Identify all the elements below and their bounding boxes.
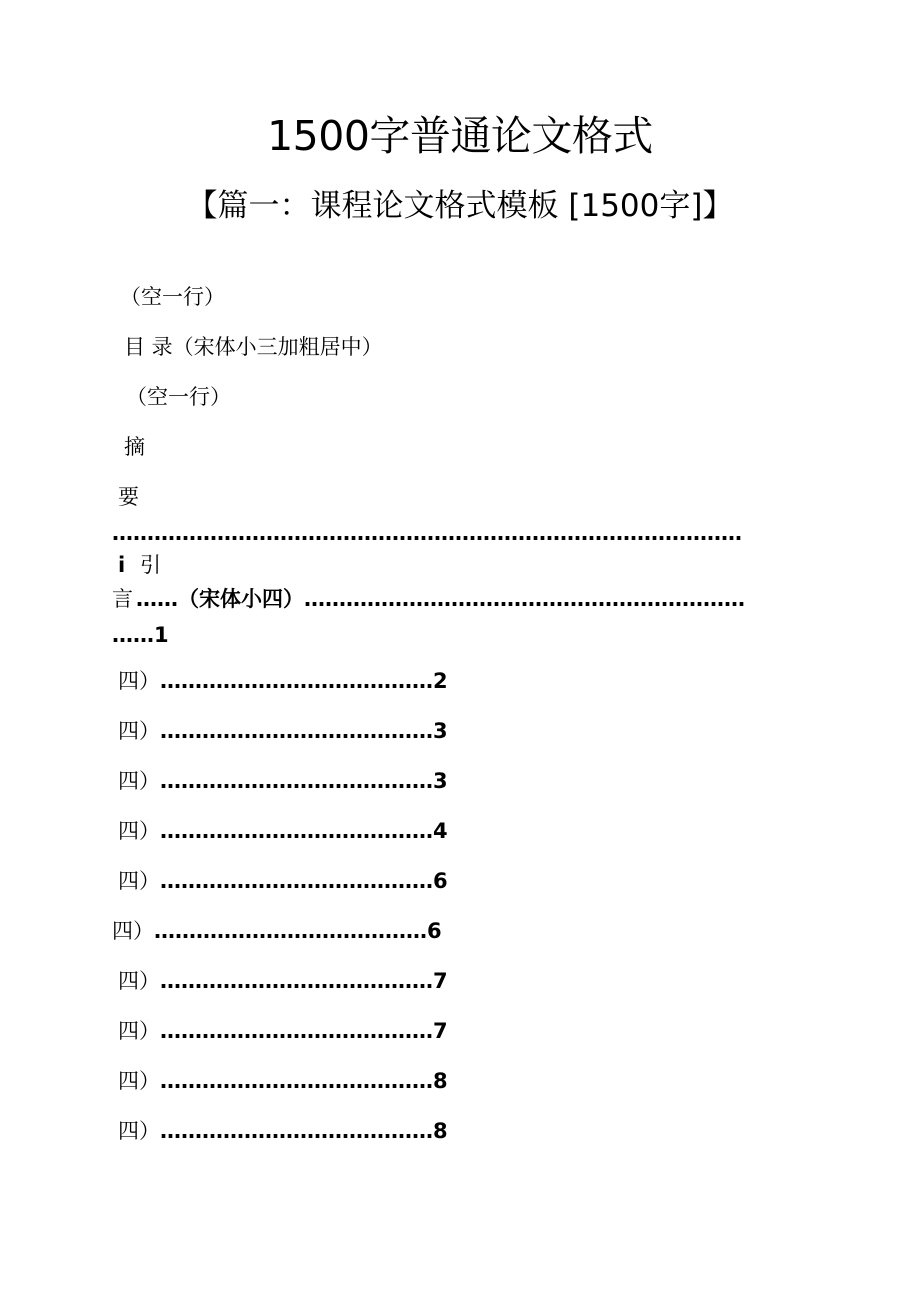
- toc-entry-page-number: 2: [433, 669, 448, 693]
- toc-entry: [118, 966, 448, 996]
- toc-entry: [118, 766, 448, 796]
- toc-entry-label: 四）: [118, 719, 160, 743]
- toc-entry-label: 四）: [112, 919, 154, 943]
- abstract-char-2: 要: [118, 485, 139, 509]
- toc-entry-page-number: 4: [433, 819, 448, 843]
- toc-entry-leader: …………………………………: [160, 819, 433, 843]
- toc-entry-leader: …………………………………: [160, 869, 433, 893]
- toc-entry: [118, 1116, 448, 1146]
- toc-entry-label: 四）: [118, 969, 160, 993]
- toc-entry-leader: …………………………………: [160, 769, 433, 793]
- document-title: 1500字普通论文格式: [267, 112, 653, 160]
- toc-entry-label: 四）: [118, 1019, 160, 1043]
- toc-entry-page-number: 6: [427, 919, 442, 943]
- toc-entry-label: 四）: [118, 1069, 160, 1093]
- toc-entry-leader: …………………………………: [160, 669, 433, 693]
- intro-page-row: [112, 620, 169, 650]
- toc-entry: [112, 916, 442, 946]
- intro-char-1: 引: [140, 553, 161, 577]
- toc-entry-leader: …………………………………: [160, 1119, 433, 1143]
- toc-entry-label: 四）: [118, 869, 160, 893]
- toc-entry-page-number: 8: [433, 1119, 448, 1143]
- intro-leader: ……（宋体小四）………………………………………………………: [136, 587, 745, 611]
- toc-entry-label: 四）: [118, 819, 160, 843]
- document-subtitle: 【篇一：课程论文格式模板 [1500字]】: [186, 188, 734, 224]
- abstract-char-1: 摘: [124, 435, 145, 459]
- toc-entry-leader: …………………………………: [160, 719, 433, 743]
- intro-page-leader: ……: [112, 623, 154, 647]
- abstract-page-number: i: [118, 553, 126, 577]
- toc-entry-leader: …………………………………: [154, 919, 427, 943]
- toc-entry-leader: …………………………………: [160, 1019, 433, 1043]
- toc-entry: [118, 716, 448, 746]
- toc-entry-page-number: 8: [433, 1069, 448, 1093]
- toc-entry-page-number: 7: [433, 1019, 448, 1043]
- toc-entry-page-number: 6: [433, 869, 448, 893]
- toc-entry: [118, 866, 448, 896]
- toc-entry-page-number: 3: [433, 769, 448, 793]
- toc-entry-page-number: 3: [433, 719, 448, 743]
- blank-line-note-1: （空一行）: [120, 285, 225, 309]
- toc-entry-page-number: 7: [433, 969, 448, 993]
- toc-entry: [118, 816, 448, 846]
- intro-page-number: 1: [154, 623, 169, 647]
- toc-entry: [118, 666, 448, 696]
- toc-entry-label: 四）: [118, 669, 160, 693]
- abstract-leader-dots: ………………………………………………………………………………: [112, 521, 742, 545]
- toc-heading: 目 录（宋体小三加粗居中）: [124, 335, 383, 359]
- blank-line-note-2: （空一行）: [126, 385, 231, 409]
- toc-entry-label: 四）: [118, 769, 160, 793]
- toc-entry-leader: …………………………………: [160, 969, 433, 993]
- toc-entry-label: 四）: [118, 1119, 160, 1143]
- toc-entry: [118, 1016, 448, 1046]
- toc-entry-leader: …………………………………: [160, 1069, 433, 1093]
- toc-entry: [118, 1066, 448, 1096]
- intro-char-2: 言: [112, 587, 133, 611]
